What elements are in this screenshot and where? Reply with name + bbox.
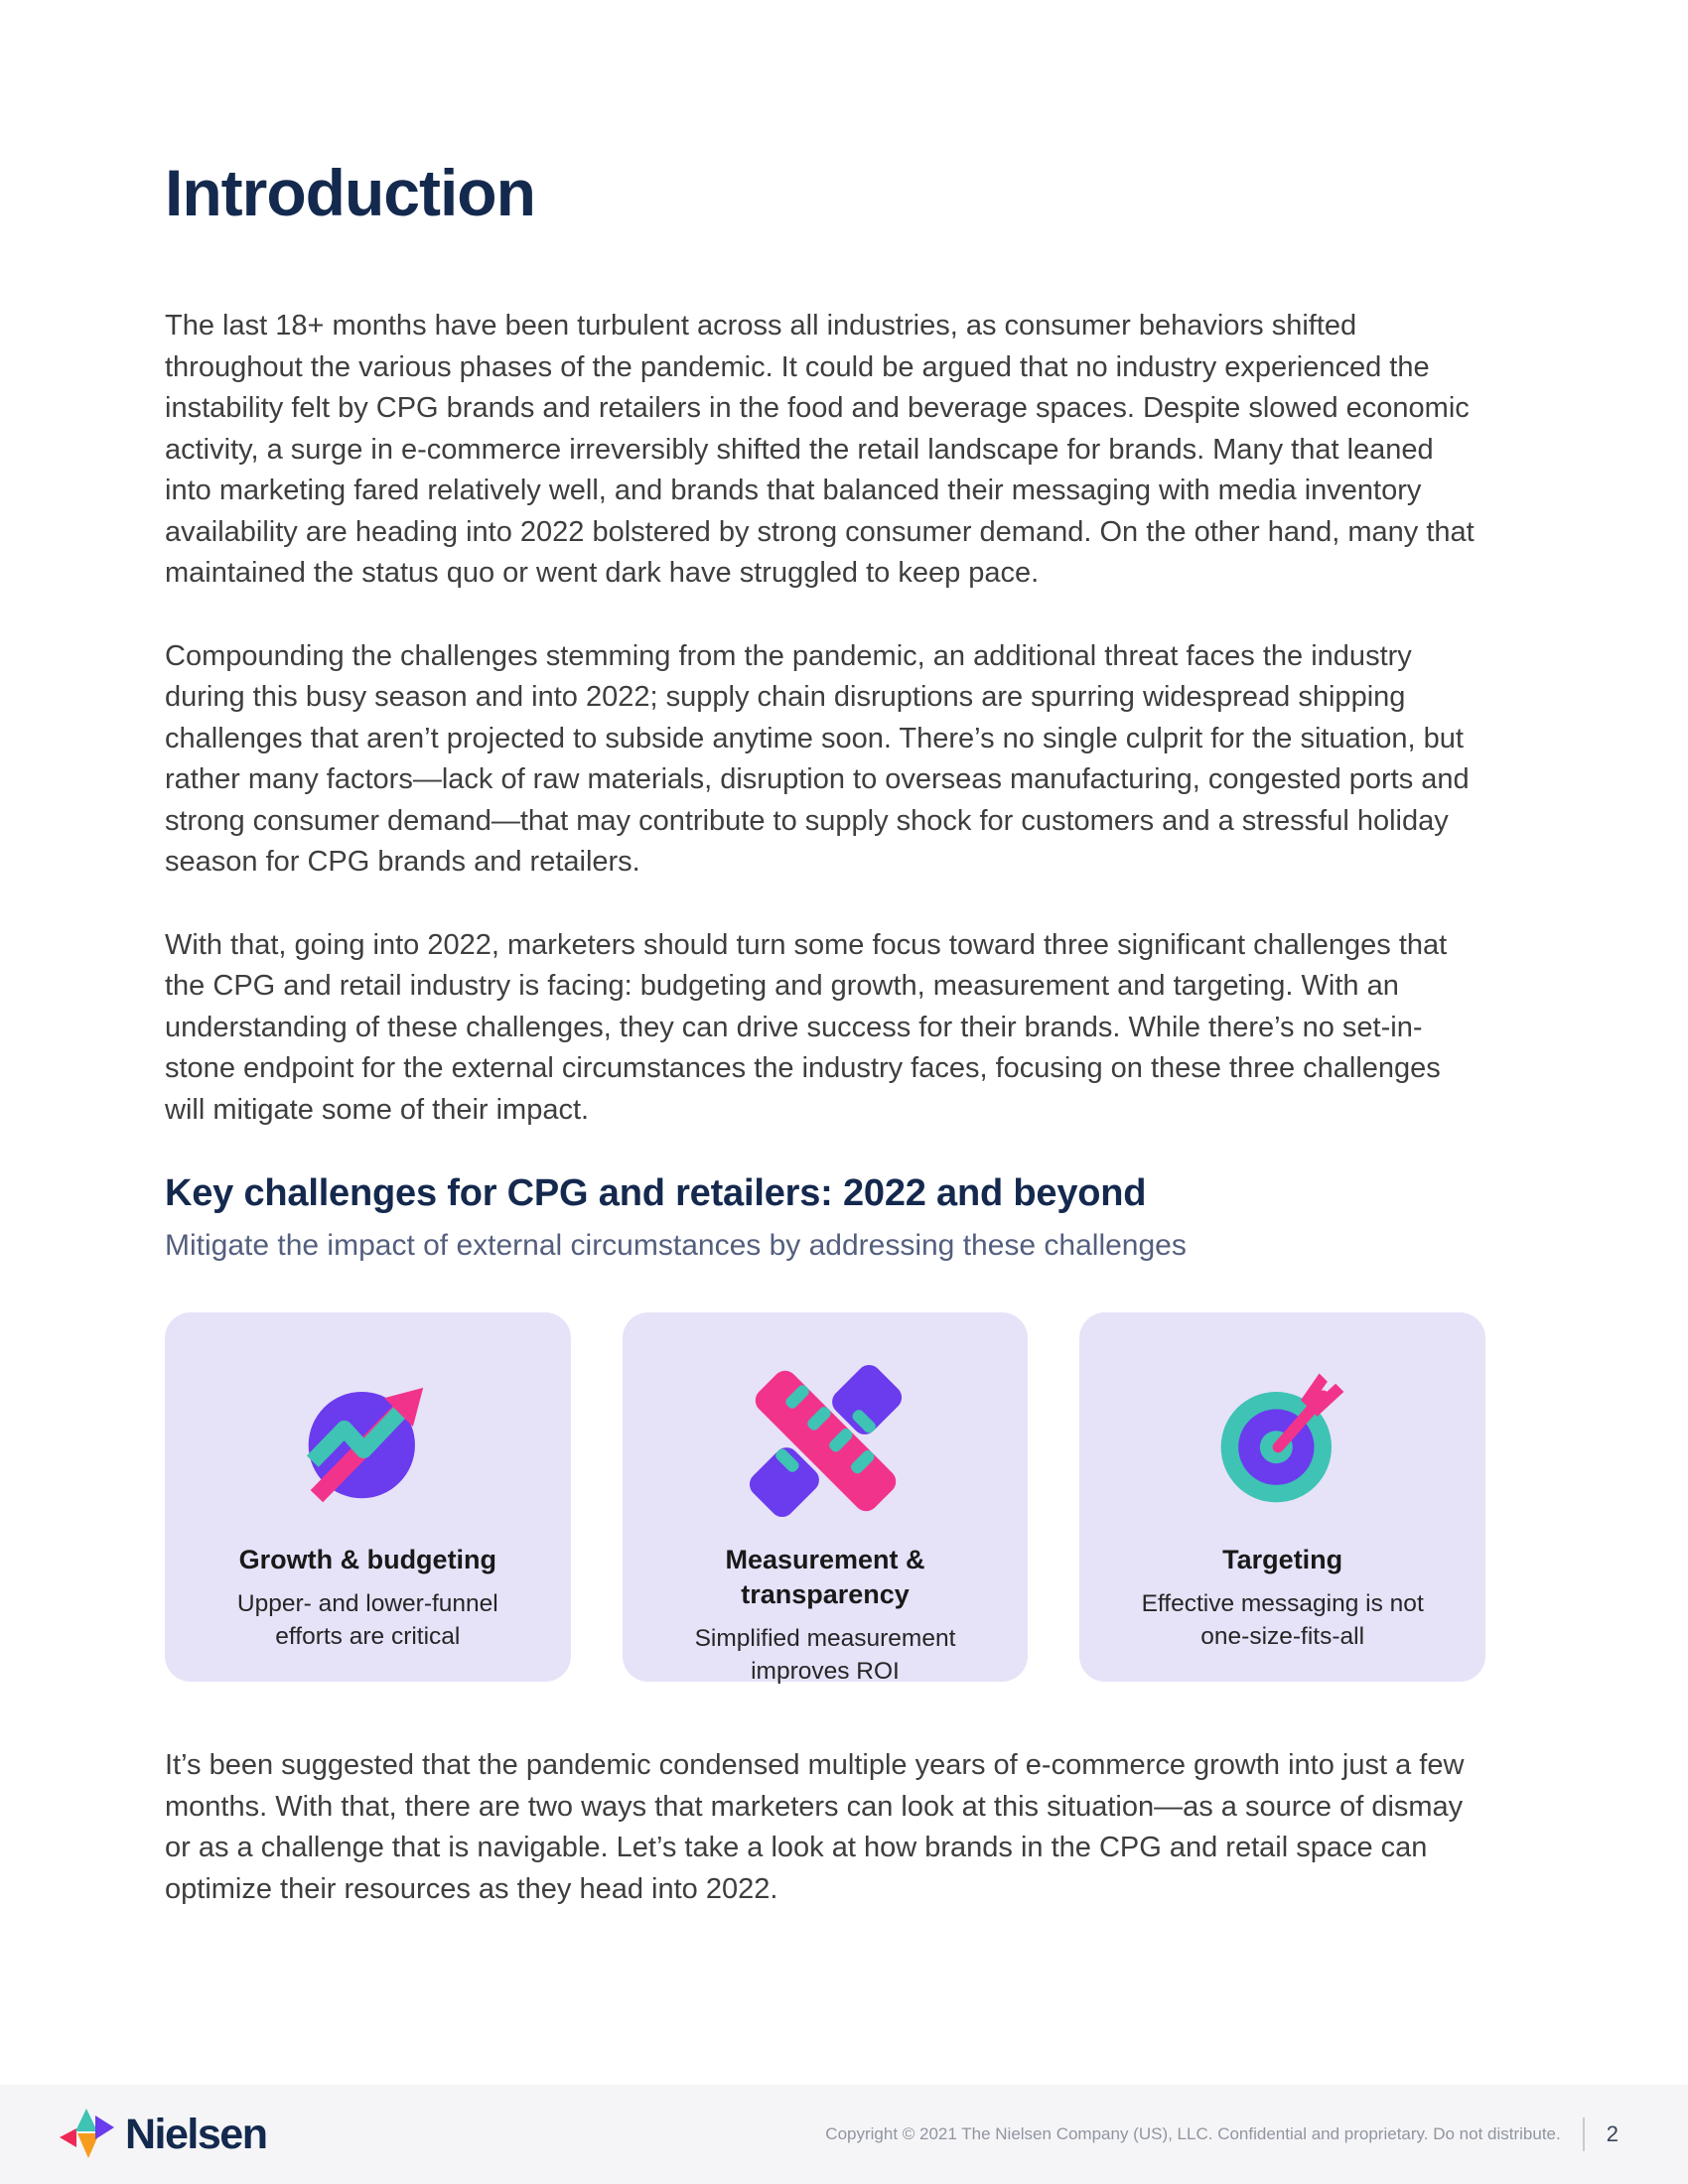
footer-divider: [1583, 2117, 1585, 2151]
page-title: Introduction: [165, 156, 535, 229]
card-description: Simplified measurement improves ROI: [694, 1625, 956, 1686]
section-subheading: Mitigate the impact of external circumstances by addressing these challenges: [165, 1229, 1187, 1262]
card-title: Targeting: [1222, 1545, 1343, 1574]
page-footer: [0, 2085, 1688, 2184]
intro-paragraph-1: The last 18+ months have been turbulent across all industries, as consumer behaviors shifted throughout the various phases of the pandemic. It could be argued that no industry experienced the instability felt by CPG brands and retailers in the food and beverage spaces. Despite slowed economic activity, a surge in e-commerce irreversibly shifted the retail landscape for brands. Many that leaned into marketing fared relatively well, and brands that balanced their messaging with media inventory availability are heading into 2022 bolstered by strong consumer demand. On the other hand, many that maintained the status quo or went dark have struggled to keep pace.: [165, 310, 1475, 589]
card-title: Growth & budgeting: [238, 1545, 497, 1574]
card-description: Upper- and lower-funnel efforts are critical: [236, 1590, 498, 1651]
section-heading: Key challenges for CPG and retailers: 2022 and beyond: [165, 1172, 1147, 1214]
growth-trend-arrow-icon: [165, 1352, 571, 1529]
card-title: Measurement & transparency: [725, 1545, 925, 1610]
card-measurement-transparency: [623, 1312, 1029, 1686]
page-content: [165, 0, 1485, 1910]
copyright-text: Copyright © 2021 The Nielsen Company (US), LLC. Confidential and proprietary. Do not distribute.: [825, 2124, 1561, 2143]
target-dart-icon: [1079, 1352, 1485, 1529]
intro-paragraph-2: Compounding the challenges stemming from the pandemic, an additional threat faces the industry during this busy season and into 2022; supply chain disruptions are spurring widespread shipping challenges that aren’t projected to subside anytime soon. There’s no single culprit for the situation, but rather many factors—lack of raw materials, disruption to overseas manufacturing, congested ports and strong consumer demand—that may contribute to supply shock for customers and a stressful holiday season for CPG brands and retailers.: [165, 639, 1470, 878]
footer-meta: [825, 2117, 1618, 2151]
card-targeting: [1079, 1312, 1485, 1682]
intro-paragraph-3: With that, going into 2022, marketers should turn some focus toward three significant challenges that the CPG and retail industry is facing: budgeting and growth, measurement and targeting. With an understanding of these challenges, they can drive success for their brands. While there’s no set-in-stone endpoint for the external circumstances the industry faces, focusing on these three challenges will mitigate some of their impact.: [165, 928, 1448, 1126]
crossed-rulers-icon: [623, 1352, 1029, 1529]
card-growth-budgeting: [165, 1312, 571, 1682]
page-number: 2: [1606, 2121, 1618, 2146]
challenge-cards: [165, 1312, 1485, 1686]
nielsen-wordmark: Nielsen: [125, 2110, 267, 2158]
card-description: Effective messaging is not one-size-fits-all: [1141, 1590, 1424, 1651]
closing-paragraph: It’s been suggested that the pandemic condensed multiple years of e-commerce growth into just a few months. With that, there are two ways that marketers can look at this situation—as a source of dismay or as a challenge that is navigable. Let’s take a look at how brands in the CPG and retail space can optimize their resources as they head into 2022.: [165, 1749, 1465, 1905]
nielsen-logo: [60, 2109, 266, 2160]
nielsen-logo-icon: [60, 2109, 115, 2160]
